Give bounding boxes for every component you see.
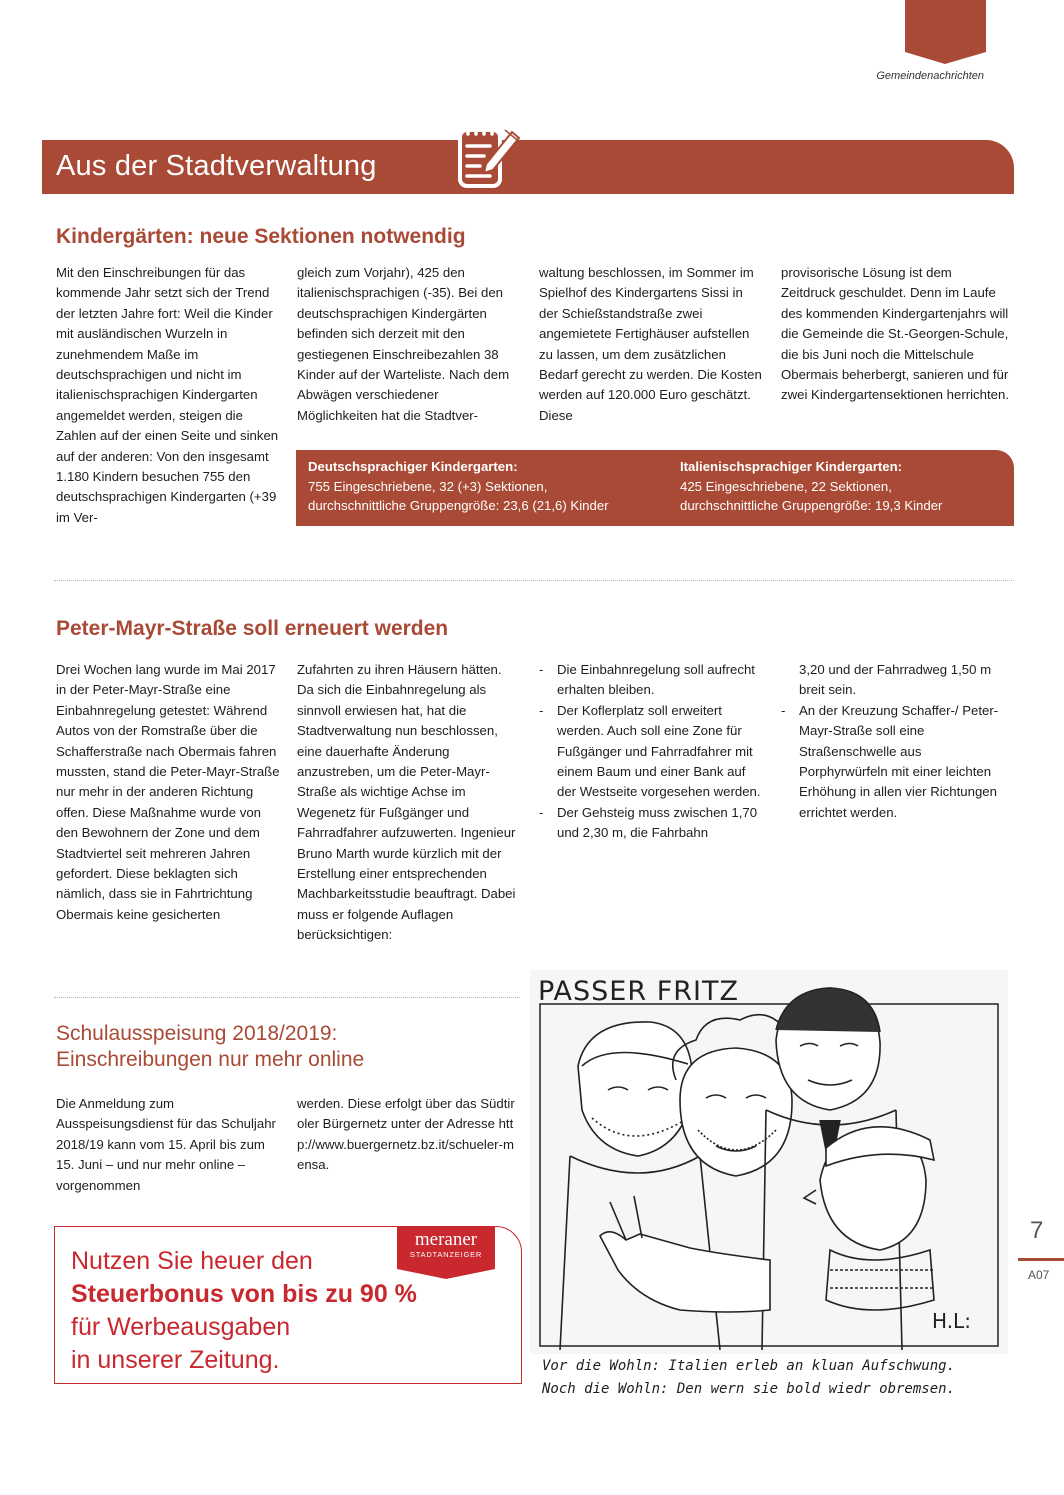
passer-fritz-cartoon bbox=[530, 970, 1008, 1354]
kindergarten-stats-box bbox=[296, 450, 1014, 526]
headline-line-1: Schulausspeisung 2018/2019: bbox=[56, 1022, 338, 1045]
article3-col2: werden. Diese erfolgt über das Südtiroler Bürgernetz unter der Adresse http://www.buergernetz.bz.it/schueler-mensa. bbox=[297, 1096, 515, 1173]
cartoon-caption-line-2: Noch die Wohln: Den wern sie bold wiedr obremsen. bbox=[542, 1381, 956, 1397]
meraner-logo bbox=[397, 1227, 495, 1269]
list-item-continuation: 3,20 und der Fahrradweg 1,50 m breit sein. bbox=[799, 662, 992, 698]
ad-line-4: in unserer Zeitung. bbox=[71, 1346, 280, 1374]
list-item: - An der Kreuzung Schaffer-/ Peter-Mayr-Straße soll eine Straßenschwelle aus Porphyrwürfeln mit einer leichten Erhöhung in allen vier Richtungen errichtet werden. bbox=[781, 701, 1009, 823]
stats-italian-line1: 425 Eingeschriebene, 22 Sektionen, bbox=[680, 478, 892, 494]
article1-col4: provisorische Lösung ist dem Zeitdruck geschuldet. Denn im Laufe des kommenden Kindergartenjahrs will die Gemeinde die St.-Georgen-Schule, die bis Juni noch die Mittelschule Obermais beherbergt, sanieren und für zwei Kindergartensektionen herrichten. bbox=[781, 265, 1009, 403]
ad-line-1: Nutzen Sie heuer den bbox=[71, 1247, 313, 1275]
article2-col1: Drei Wochen lang wurde im Mai 2017 in der Peter-Mayr-Straße eine Einbahnregelung getestet: Während Autos von der Romstraße über die Schafferstraße nach Obermais fahren mussten, stand die Peter-Mayr-Straße nur mehr in der anderen Richtung offen. Diese Maßnahme wurde von den Bewohnern der Zone und dem Stadtviertel seit mehreren Jahren gefordert. Diese beklagten sich nämlich, dass sie in Fahrtrichtung Obermais keine gesicherten bbox=[56, 662, 280, 922]
article1-col1: Mit den Einschreibungen für das kommende Jahr setzt sich der Trend der letzten Jahre fort: Weil die Kinder mit ausländischen Wurzeln in zunehmendem Maße im deutschsprachigen und nicht im italienischsprachigen Kindergarten angemeldet werden, steigen die Zahlen auf der einen Seite und sinken auf der anderen: Von den insgesamt 1.180 Kindern besuchen 755 den deutschsprachigen Kindergarten (+39 im Ver- bbox=[56, 265, 279, 525]
ad-text bbox=[71, 1245, 417, 1377]
list-item: - Die Einbahnregelung soll aufrecht erhalten bleiben. bbox=[539, 660, 765, 701]
logo-name: meraner bbox=[414, 1229, 478, 1250]
corner-tab bbox=[905, 0, 986, 52]
divider bbox=[54, 997, 520, 998]
stats-italian bbox=[680, 457, 1010, 516]
banner-title: Aus der Stadtverwaltung bbox=[56, 150, 377, 182]
tax-bonus-ad bbox=[54, 1226, 522, 1384]
headline-kindergaerten: Kindergärten: neue Sektionen notwendig bbox=[56, 225, 466, 248]
article3-col1: Die Anmeldung zum Ausspeisungsdienst für das Schuljahr 2018/19 kann vom 15. April bis zum 15. Juni – und nur mehr online – vorgenommen bbox=[56, 1096, 276, 1193]
page-number-bar bbox=[1018, 1258, 1064, 1261]
notepad-pencil-icon bbox=[450, 112, 530, 192]
ad-line-3: für Werbeausgaben bbox=[71, 1313, 291, 1341]
stats-german-line1: 755 Eingeschriebene, 32 (+3) Sektionen, bbox=[308, 478, 548, 494]
divider bbox=[54, 580, 1014, 581]
cartoon-caption-line-1: Vor die Wohln: Italien erleb an kluan Aufschwung. bbox=[542, 1358, 956, 1374]
headline-line-2: Einschreibungen nur mehr online bbox=[56, 1048, 365, 1071]
stats-german-line2: durchschnittliche Gruppengröße: 23,6 (21,6) Kinder bbox=[308, 498, 609, 514]
stats-german bbox=[308, 457, 668, 516]
list-item: - Der Gehsteig muss zwischen 1,70 und 2,30 m, die Fahrbahn bbox=[539, 803, 765, 844]
stats-italian-line2: durchschnittliche Gruppengröße: 19,3 Kinder bbox=[680, 498, 943, 514]
article1-col3: waltung beschlossen, im Sommer im Spielhof des Kindergartens Sissi in der Schießstandstraße zwei angemietete Fertighäuser aufstellen zu lassen, um dem zusätzlichen Bedarf gerecht zu werden. Die Kosten werden auf 120.000 Euro geschätzt. Diese bbox=[539, 265, 762, 423]
headline-peter-mayr: Peter-Mayr-Straße soll erneuert werden bbox=[56, 617, 449, 640]
list-item: - Der Koflerplatz soll erweitert werden. Auch soll eine Zone für Fußgänger und Fahrradfahrer mit einem Baum und einer Bank auf der Westseite vorgesehen werden. bbox=[539, 701, 765, 803]
article2-col2: Zufahrten zu ihren Häusern hätten. Da sich die Einbahnregelung als sinnvoll erwiesen hat, hat die Stadtverwaltung nun beschlossen, eine dauerhafte Änderung anzustreben, um die Peter-Mayr-Straße als wichtige Achse im Wegenetz für Fußgänger und Fahrradfahrer aufzuwerten. Ingenieur Bruno Marth wurde kürzlich mit der Erstellung einer entsprechenden Machbarkeitsstudie beauftragt. Dabei muss er folgende Auflagen berücksichtigen: bbox=[297, 662, 516, 943]
cartoon-signature: H.L: bbox=[932, 1309, 971, 1333]
requirements-list-b bbox=[781, 660, 1009, 823]
page-code: A07 bbox=[1028, 1268, 1050, 1282]
cartoon-title: PASSER FRITZ bbox=[538, 976, 739, 1007]
requirements-list-a bbox=[539, 660, 765, 844]
stats-italian-title: Italienischsprachiger Kindergarten: bbox=[680, 459, 903, 474]
section-label: Gemeindenachrichten bbox=[876, 70, 984, 82]
logo-sub: STADTANZEIGER bbox=[409, 1250, 483, 1259]
page-number: 7 bbox=[1030, 1217, 1044, 1244]
ad-line-2: Steuerbonus von bis zu 90 % bbox=[71, 1280, 417, 1308]
stats-german-title: Deutschsprachiger Kindergarten: bbox=[308, 459, 518, 474]
article1-col2: gleich zum Vorjahr), 425 den italienischsprachigen (-35). Bei den deutschsprachigen Kindergärten befinden sich derzeit mit den gestiegenen Einschreibezahlen 38 Kinder auf der Warteliste. Nach dem Abwägen verschiedener Möglichkeiten hat die Stadtver- bbox=[297, 265, 510, 423]
headline-schulausspeisung bbox=[56, 1021, 516, 1073]
